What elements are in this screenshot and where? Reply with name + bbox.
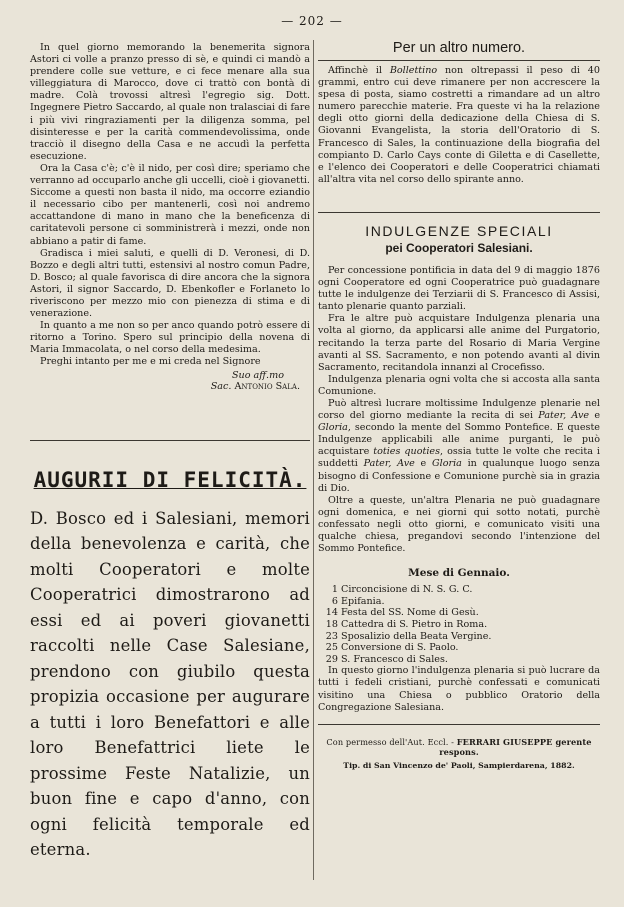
feast-list [318, 584, 600, 665]
letter-paragraph: Ora la Casa c'è; c'è il nido, per così dire; speriamo che verranno ad occuparlo anche gli uccelli, cioè i giovanetti. Siccome a questi non basta il nido, ma occorre eziandio il necessario cibo per mantenerli, così noi andremo accattandone di mano in mano che la beneficenza di caritatevoli persone ci somministrerà i mezzi, onde non abbiano a patir di fame. [30, 162, 310, 247]
feast-day: 23 [325, 630, 338, 642]
indulgenze-paragraph: Oltre a queste, un'altra Plenaria ne può guadagnare ogni domenica, e nei giorni qui sotto notati, purchè confessato negli otto giorni, e comunicato visiti una qualche chiesa, pregandovi secondo l'intenzione del Sommo Pontefice. [318, 494, 600, 555]
column-divider [313, 40, 314, 880]
altro-numero-text [318, 65, 600, 186]
feast-item [318, 642, 600, 654]
feast-day: 6 [331, 595, 338, 607]
altro-text-part: non oltrepassi il peso di 40 grammi, entro cui deve rimanere per non accrescere la spesa di posta, siamo costretti a rimandare ad un altro numero parecchie materie. Fra queste vi ha la relazione degli otto giorni della dedicazione della Chiesa di S. Giovanni Evangelista, la storia dell'Oratorio di S. Francesco di Sales, la continuazione della biografia del compianto D. Carlo Cays conte di Giletta e di Casellette, e l'elenco dei Cooperatori e delle Cooperatrici chiamati all'altra vita nel corso dello spirante anno. [318, 65, 600, 185]
feast-item [318, 631, 600, 643]
feast-item [318, 654, 600, 666]
left-column [30, 42, 310, 863]
indulgenze-title: INDULGENZE SPECIALI [365, 222, 553, 239]
footer-divider [318, 724, 600, 725]
feast-item [318, 584, 600, 596]
permission-text: Con permesso dell'Aut. Eccl. - [326, 736, 457, 747]
title-underline [318, 60, 600, 61]
text-part: , ossia tutte le volte che recita i suddetti [318, 446, 601, 470]
text-italic: Gloria [318, 422, 348, 434]
text-italic: Gloria [431, 458, 462, 470]
text-part: e [589, 410, 601, 422]
feast-name: Conversione di S. Paolo. [341, 642, 459, 654]
indulgenze-paragraph: Fra le altre può acquistare Indulgenza plenaria una volta al giorno, da applicarsi alle anime del Purgatorio, recitando la terza parte del Rosario di Maria Vergine avanti al SS. Sacramento, e non potendo avanti al divin Sacramento, recitandola innanzi al Crocefisso. [318, 313, 600, 373]
indulgenze-paragraph: Per concessione pontificia in data del 9 di maggio 1876 ogni Cooperatore ed ogni Cooperatrice può guadagnare tutte le indulgenze dei Terziarii di S. Francesco di Assisi, tanto plenarie quanto parziali. [318, 264, 600, 313]
text-italic: Pater, Ave [363, 458, 415, 470]
right-column [318, 40, 600, 770]
feast-day: 25 [325, 642, 338, 654]
feast-name: Epifania. [341, 595, 385, 607]
footer-permission [318, 737, 600, 757]
text-part: , secondo la mente del Sommo Pontefice. E queste Indulgenze applicabili alle anime purganti, le può acquistare [318, 422, 600, 458]
feast-item [318, 607, 600, 619]
text-italic: toties quoties [373, 446, 441, 458]
feast-name: S. Francesco di Sales. [341, 653, 448, 665]
manager-text: FERRARI GIUSEPPE gerente respons. [439, 736, 592, 757]
feast-day: 1 [331, 584, 338, 596]
altro-text-part: Affinchè il [328, 65, 390, 76]
feast-name: Festa del SS. Nome di Gesù. [341, 607, 479, 619]
altro-numero-title: Per un altro numero. [392, 40, 526, 56]
section-divider [30, 440, 310, 441]
signature-name: Antonio Sala. [234, 380, 300, 392]
letter-paragraph: In quanto a me non so per anco quando potrò essere di ritorno a Torino. Spero sul principio della novena di Maria Immacolata, o nel corso della medesima. [30, 320, 310, 356]
text-part: e [414, 458, 432, 470]
indulgenze-subtitle: pei Cooperatori Salesiani. [385, 240, 533, 255]
auguri-text: D. Bosco ed i Salesiani, memori della benevolenza e carità, che molti Cooperatori e molte Cooperatrici dimostrarono ad essi ed ai poveri giovanetti raccolti nelle Case Salesiane, prendono con giubilo questa propizia occasione per augurare a tutti i loro Benefattori e alle loro Benefattrici liete le prossime Feste Natalizie, un buon fine e capo d'anno, con ogni felicità temporale ed eterna. [30, 508, 310, 860]
feast-item [318, 596, 600, 608]
closing-paragraph: In questo giorno l'indulgenza plenaria si può lucrare da tutti i fedeli cristiani, purchè confessati e comunicati visitino una Chiesa o pubblico Oratorio della Congregazione Salesiana. [318, 665, 600, 713]
indulgenze-paragraph [318, 398, 600, 495]
footer-printer: Tip. di San Vincenzo de' Paoli, Sampierdarena, 1882. [343, 760, 575, 770]
feast-name: Cattedra di S. Pietro in Roma. [341, 618, 488, 630]
feast-item [318, 619, 600, 631]
month-title: Mese di Gennaio. [408, 567, 510, 580]
text-part: Può altresì lucrare moltissime Indulgenze plenarie nel corso del giorno mediante la recita di sei [318, 397, 600, 422]
signature [30, 381, 310, 392]
letter-paragraph: Gradisca i miei saluti, e quelli di D. Veronesi, di D. Bozzo e degli altri tutti, estensivi al nostro comun Padre, D. Bosco; al quale favorisca di dire ancora che la signora Astori, il signor Saccardo, D. Ebenkofler e Forlaneto lo riveriscono per mezzo mio con pienezza di stima e di venerazione. [30, 247, 310, 320]
bollettino-italic: Bollettino [389, 65, 438, 76]
feast-name: Sposalizio della Beata Vergine. [341, 630, 492, 642]
text-italic: Pater, Ave [538, 410, 590, 422]
signature-salutation: Suo aff.mo [231, 369, 284, 381]
indulgenze-paragraph: Indulgenza plenaria ogni volta che si accosta alla santa Comunione. [318, 373, 600, 397]
text-part: in qualunque luogo senza bisogno di Confessione e Comunione purchè sia in grazia di Dio. [318, 458, 600, 494]
signature-prefix: Sac. [210, 380, 232, 392]
feast-name: Circoncisione di N. S. G. C. [341, 584, 473, 596]
feast-day: 29 [325, 653, 338, 665]
auguri-title: AUGURII DI FELICITÀ. [33, 467, 307, 492]
page-number: — 202 — [281, 14, 343, 28]
letter-paragraph: Preghi intanto per me e mi creda nel Signore [40, 356, 261, 368]
feast-day: 14 [325, 607, 338, 619]
section-divider [318, 212, 600, 213]
feast-day: 18 [325, 618, 338, 630]
letter-paragraph: In quel giorno memorando la benemerita signora Astori ci volle a pranzo presso di sè, e quindi ci mandò a prendere colle sue vetture, e ci fece menare alla sua villeggiatura di Marocco, dove ci trattò con bontà di madre. Colà trovossi altresì l'egregio sig. Dott. Ingegnere Pietro Saccardo, al quale non tralasciai di fare i più vivi ringraziamenti per la diligenza somma, pel disinteresse e per la carità commendevolissima, onde tracciò il disegno della Casa e ne accudì la perfetta esecuzione. [30, 42, 310, 162]
